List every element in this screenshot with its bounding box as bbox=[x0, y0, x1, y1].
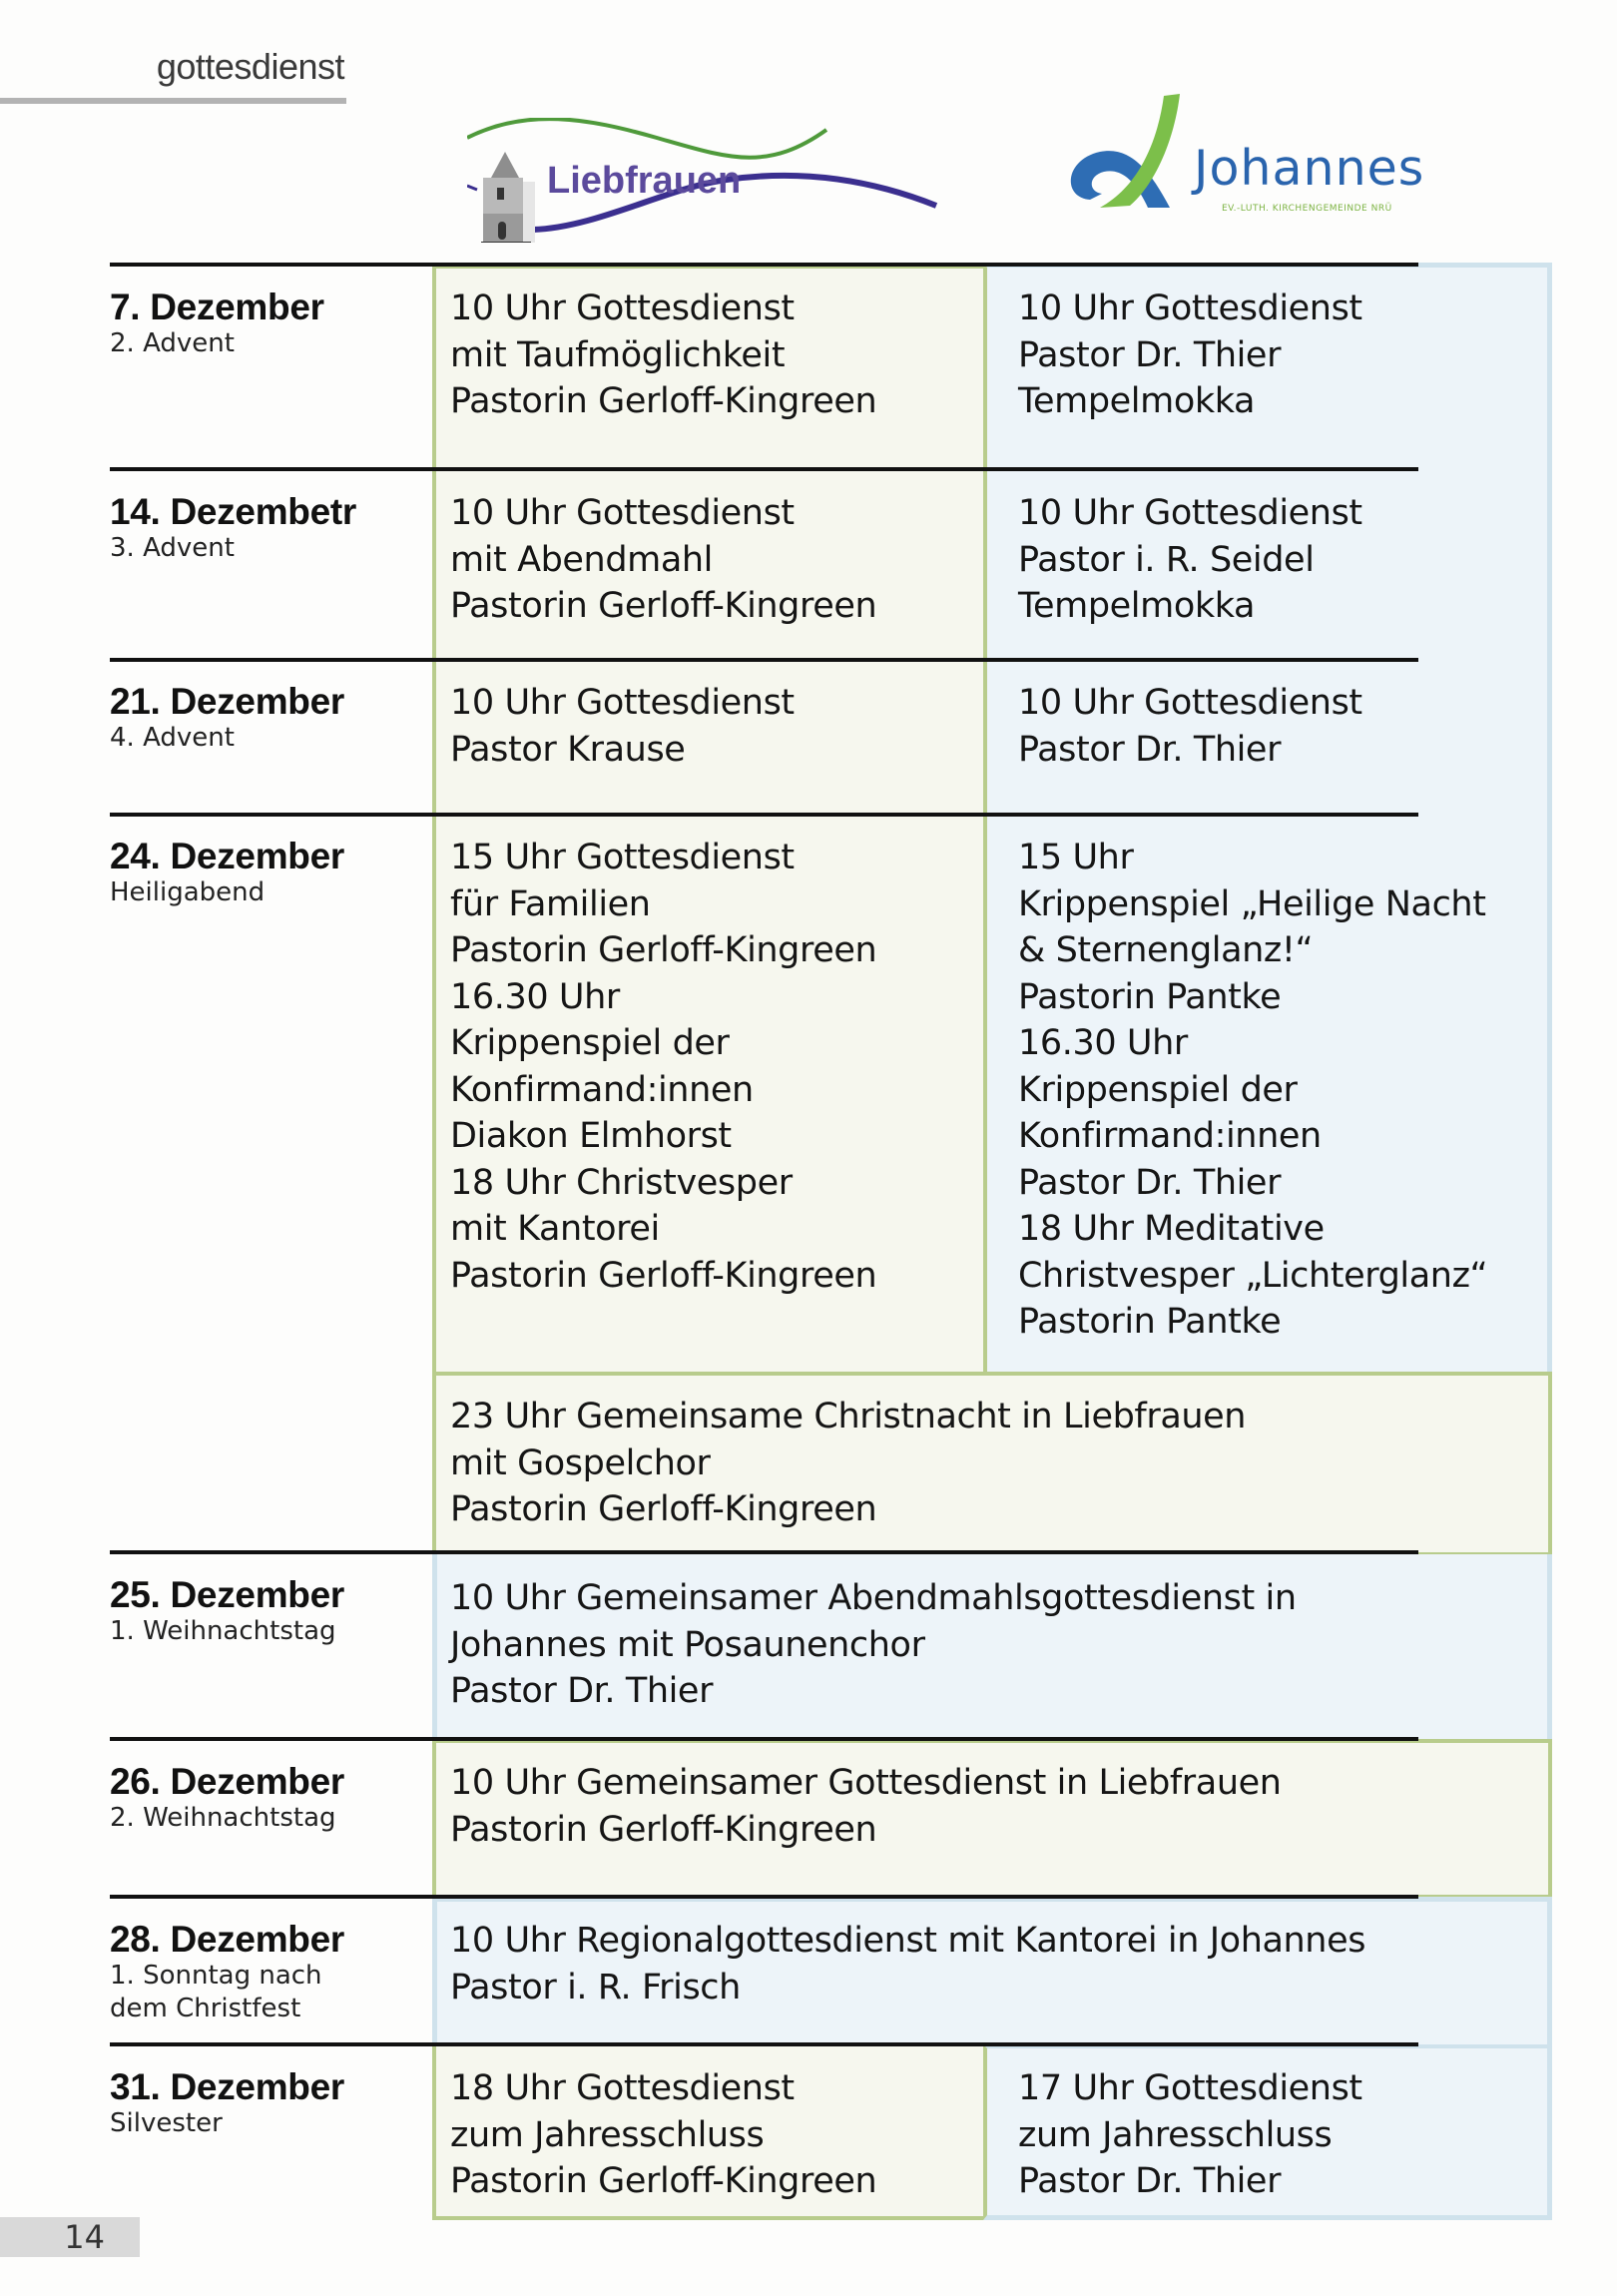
service-line: 10 Uhr Regionalgottesdienst mit Kantorei in Johannes bbox=[450, 1921, 1366, 1961]
service-text-joint bbox=[450, 1575, 1297, 1715]
service-line: 10 Uhr Gottesdienst bbox=[450, 683, 795, 723]
section-rule bbox=[0, 98, 346, 104]
service-line: Johannes mit Posaunenchor bbox=[450, 1624, 925, 1665]
johannes-swoosh-icon bbox=[1060, 90, 1190, 220]
service-line: Tempelmokka bbox=[1018, 586, 1256, 626]
service-line: 15 Uhr bbox=[1018, 838, 1134, 877]
service-line: Pastor Dr. Thier bbox=[1018, 334, 1282, 375]
service-line: mit Abendmahl bbox=[450, 539, 714, 580]
service-line: Pastor i. R. Frisch bbox=[450, 1967, 741, 2008]
service-line: Pastorin Pantke bbox=[1018, 976, 1282, 1017]
service-text-liebfrauen bbox=[450, 490, 876, 630]
service-line: Pastorin Gerloff-Kingreen bbox=[450, 1255, 877, 1296]
occasion-label: Silvester bbox=[110, 2108, 223, 2138]
occasion-label: 1. Sonntag nach dem Christfest bbox=[110, 1961, 322, 2023]
service-line: 18 Uhr Gottesdienst bbox=[450, 2068, 795, 2108]
occasion-label: 2. Advent bbox=[110, 328, 235, 358]
date-cell bbox=[110, 1920, 344, 2025]
occasion-label: 3. Advent bbox=[110, 533, 235, 563]
service-text-johannes bbox=[1018, 2065, 1362, 2205]
date-label: 7. Dezember bbox=[110, 287, 324, 327]
service-text-johannes bbox=[1018, 286, 1362, 425]
service-line: Pastorin Gerloff-Kingreen bbox=[450, 2161, 877, 2201]
date-cell bbox=[110, 1762, 344, 1835]
service-line: Pastorin Pantke bbox=[1018, 1302, 1282, 1342]
service-line: Krippenspiel der bbox=[1018, 1069, 1298, 1110]
date-label: 14. Dezembetr bbox=[110, 491, 356, 532]
service-line: 23 Uhr Gemeinsame Christnacht in Liebfrauen bbox=[450, 1397, 1247, 1436]
row-divider bbox=[110, 1550, 1418, 1554]
service-line: Pastorin Gerloff-Kingreen bbox=[450, 930, 877, 970]
service-line: Krippenspiel „Heilige Nacht bbox=[1018, 883, 1486, 924]
johannes-subtitle: EV.-LUTH. KIRCHENGEMEINDE NRÜ bbox=[1222, 204, 1392, 214]
service-line: Diakon Elmhorst bbox=[450, 1116, 732, 1156]
service-line: 10 Uhr Gottesdienst bbox=[450, 288, 795, 328]
service-line: 10 Uhr Gemeinsamer Gottesdienst in Liebfrauen bbox=[450, 1763, 1282, 1803]
service-line: Pastor Dr. Thier bbox=[1018, 1162, 1282, 1203]
johannes-name: Johannes bbox=[1194, 140, 1425, 197]
occasion-label: 2. Weihnachtstag bbox=[110, 1803, 336, 1833]
date-cell bbox=[110, 682, 344, 755]
row-divider bbox=[110, 813, 1418, 817]
row-divider bbox=[110, 658, 1418, 662]
section-title: gottesdienst bbox=[156, 46, 344, 87]
service-line: 10 Uhr Gottesdienst bbox=[1018, 493, 1362, 533]
service-line: mit Kantorei bbox=[450, 1209, 660, 1249]
service-line: Konfirmand:innen bbox=[450, 1069, 754, 1110]
date-label: 26. Dezember bbox=[110, 1761, 344, 1802]
service-line: Pastorin Gerloff-Kingreen bbox=[450, 586, 877, 626]
service-line: Pastor i. R. Seidel bbox=[1018, 539, 1315, 580]
service-line: mit Gospelchor bbox=[450, 1442, 711, 1483]
service-text-joint bbox=[450, 1918, 1365, 2010]
service-text-liebfrauen bbox=[450, 835, 876, 1299]
row-divider bbox=[110, 1895, 1418, 1899]
row-divider bbox=[110, 2042, 1418, 2046]
date-cell bbox=[110, 492, 356, 565]
service-line: Pastor Dr. Thier bbox=[1018, 2161, 1282, 2201]
date-cell bbox=[110, 287, 324, 360]
service-line: zum Jahresschluss bbox=[1018, 2114, 1333, 2155]
johannes-logo bbox=[1060, 90, 1429, 220]
service-text-liebfrauen bbox=[450, 286, 876, 425]
service-text-johannes bbox=[1018, 835, 1487, 1346]
date-label: 21. Dezember bbox=[110, 681, 344, 722]
service-text-liebfrauen bbox=[450, 2065, 876, 2205]
service-text-johannes bbox=[1018, 680, 1362, 773]
service-line: 18 Uhr Meditative bbox=[1018, 1209, 1325, 1249]
service-line: Krippenspiel der bbox=[450, 1023, 730, 1063]
service-text-liebfrauen bbox=[450, 680, 795, 773]
date-label: 25. Dezember bbox=[110, 1574, 344, 1615]
service-line: Konfirmand:innen bbox=[1018, 1116, 1322, 1156]
page-number: 14 bbox=[0, 2217, 140, 2257]
service-line: 16.30 Uhr bbox=[450, 976, 620, 1017]
service-line: zum Jahresschluss bbox=[450, 2114, 765, 2155]
service-line: 10 Uhr Gottesdienst bbox=[450, 493, 795, 533]
liebfrauen-logo bbox=[467, 118, 966, 243]
service-line: Pastor Dr. Thier bbox=[450, 1671, 714, 1711]
row-divider bbox=[110, 263, 1418, 267]
service-line: 10 Uhr Gottesdienst bbox=[1018, 288, 1362, 328]
row-divider bbox=[110, 1737, 1418, 1741]
service-line: für Familien bbox=[450, 883, 651, 924]
service-text-johannes bbox=[1018, 490, 1362, 630]
service-line: Christvesper „Lichterglanz“ bbox=[1018, 1255, 1488, 1296]
service-line: 18 Uhr Christvesper bbox=[450, 1162, 793, 1203]
occasion-label: 1. Weihnachtstag bbox=[110, 1616, 336, 1646]
service-line: 10 Uhr Gemeinsamer Abendmahlsgottesdienst in bbox=[450, 1578, 1297, 1618]
date-cell bbox=[110, 837, 344, 909]
liebfrauen-name: Liebfrauen bbox=[547, 160, 742, 202]
service-line: Tempelmokka bbox=[1018, 381, 1256, 421]
service-line: Pastor Krause bbox=[450, 729, 686, 770]
row-divider bbox=[110, 467, 1418, 471]
service-line: 16.30 Uhr bbox=[1018, 1023, 1188, 1063]
service-line: 15 Uhr Gottesdienst bbox=[450, 838, 795, 877]
service-line: Pastorin Gerloff-Kingreen bbox=[450, 1489, 877, 1529]
date-label: 28. Dezember bbox=[110, 1919, 344, 1960]
occasion-label: 4. Advent bbox=[110, 723, 235, 753]
service-line: & Sternenglanz!“ bbox=[1018, 930, 1314, 970]
service-text-joint bbox=[450, 1394, 1246, 1533]
service-line: Pastorin Gerloff-Kingreen bbox=[450, 381, 877, 421]
date-label: 31. Dezember bbox=[110, 2066, 344, 2107]
date-label: 24. Dezember bbox=[110, 836, 344, 876]
service-line: Pastorin Gerloff-Kingreen bbox=[450, 1809, 877, 1850]
service-line: 17 Uhr Gottesdienst bbox=[1018, 2068, 1362, 2108]
occasion-label: Heiligabend bbox=[110, 877, 266, 907]
service-line: 10 Uhr Gottesdienst bbox=[1018, 683, 1362, 723]
date-cell bbox=[110, 1575, 344, 1648]
date-cell bbox=[110, 2067, 344, 2140]
service-text-joint bbox=[450, 1760, 1282, 1853]
service-line: Pastor Dr. Thier bbox=[1018, 729, 1282, 770]
service-line: mit Taufmöglichkeit bbox=[450, 334, 786, 375]
